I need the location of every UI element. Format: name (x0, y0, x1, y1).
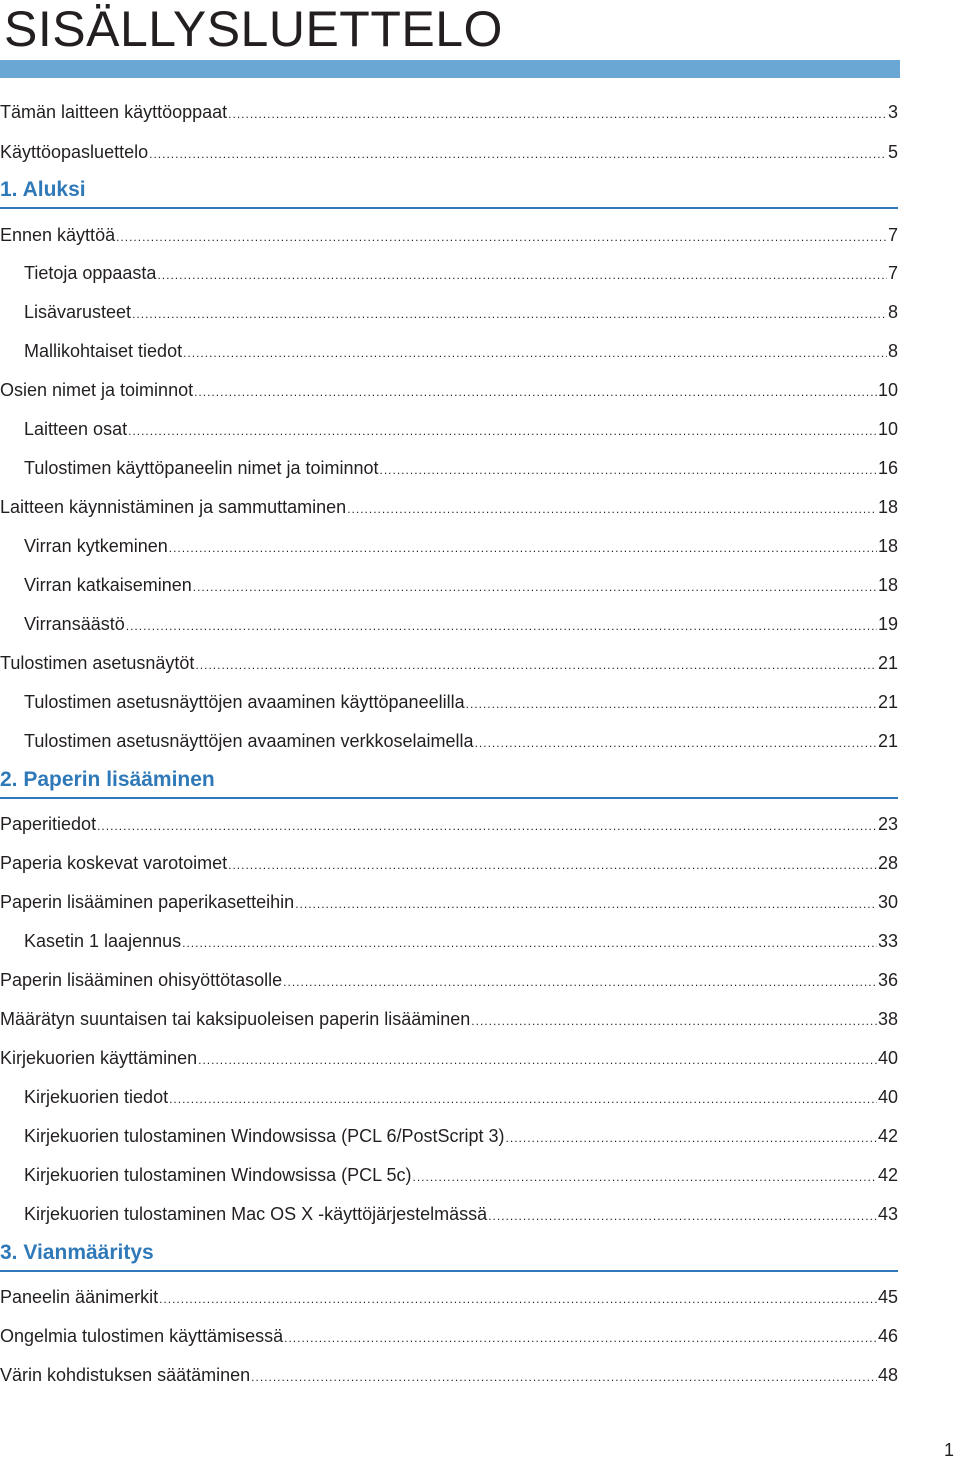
toc-entry-text: Laitteen osat (24, 419, 128, 439)
toc-entry[interactable] (0, 220, 898, 250)
toc-page-number: 46 (877, 1326, 898, 1346)
toc-page-number: 36 (877, 970, 898, 990)
toc-subentry[interactable] (24, 453, 898, 483)
toc-page-number: 23 (877, 814, 898, 834)
leader-dots (149, 139, 887, 169)
page-number: 1 (943, 1440, 954, 1460)
leader-dots (157, 260, 887, 290)
toc-entry[interactable] (0, 1043, 898, 1073)
toc-page-number: 10 (877, 380, 898, 400)
toc-entry-text: Tulostimen käyttöpaneelin nimet ja toiminnot (24, 458, 379, 478)
leader-dots (183, 338, 887, 368)
chapter-rule (0, 797, 898, 799)
toc-subentry[interactable] (24, 258, 898, 288)
leader-dots (198, 1045, 877, 1075)
toc-page-number: 21 (877, 731, 898, 751)
toc-entry-text: Paneelin äänimerkit (0, 1287, 159, 1307)
leader-dots (194, 377, 877, 407)
toc-subentry[interactable] (24, 1160, 898, 1190)
toc-subentry[interactable] (24, 531, 898, 561)
toc-entry[interactable] (0, 1004, 898, 1034)
toc-page-number: 33 (877, 931, 898, 951)
toc-page-number: 21 (877, 653, 898, 673)
leader-dots (116, 222, 887, 252)
toc-entry-text: Kirjekuorien tulostaminen Mac OS X -käyttöjärjestelmässä (24, 1204, 488, 1224)
toc-page-number: 8 (887, 341, 898, 361)
toc-page-number: 3 (887, 102, 898, 122)
toc-subentry[interactable] (24, 609, 898, 639)
leader-dots (475, 728, 877, 758)
toc-entry-text: Tulostimen asetusnäyttöjen avaaminen verkkoselaimella (24, 731, 474, 751)
toc-entry-text: Virran katkaiseminen (24, 575, 192, 595)
toc-subentry[interactable] (24, 1082, 898, 1112)
page-title: SISÄLLYSLUETTELO (4, 1, 503, 57)
toc-page-number: 19 (877, 614, 898, 634)
toc-subentry[interactable] (24, 336, 898, 366)
toc-entry-text: Käyttöopasluettelo (0, 142, 149, 162)
toc-page-number: 18 (877, 497, 898, 517)
toc-entry-text: Paperin lisääminen ohisyöttötasolle (0, 970, 283, 990)
toc-page-number: 5 (887, 142, 898, 162)
toc-page-number: 8 (887, 302, 898, 322)
toc-entry-text: Ennen käyttöä (0, 225, 116, 245)
toc-entry-text: Kasetin 1 laajennus (24, 931, 182, 951)
toc-page-number: 40 (877, 1048, 898, 1068)
leader-dots (380, 455, 877, 485)
leader-dots (193, 572, 877, 602)
leader-dots (159, 1284, 877, 1314)
toc-entry[interactable] (0, 1321, 898, 1351)
leader-dots (412, 1162, 876, 1192)
toc-page-number: 42 (877, 1165, 898, 1185)
toc-page-number: 45 (877, 1287, 898, 1307)
toc-entry[interactable] (0, 809, 898, 839)
leader-dots (488, 1201, 877, 1231)
toc-entry[interactable] (0, 1282, 898, 1312)
toc-subentry[interactable] (24, 414, 898, 444)
chapter-heading[interactable]: 1. Aluksi (0, 178, 86, 201)
leader-dots (128, 416, 877, 446)
leader-dots (284, 1323, 877, 1353)
toc-entry-text: Lisävarusteet (24, 302, 132, 322)
toc-subentry[interactable] (24, 1199, 898, 1229)
toc-entry[interactable] (0, 492, 898, 522)
leader-dots (169, 533, 877, 563)
toc-entry[interactable] (0, 887, 898, 917)
toc-entry[interactable] (0, 375, 898, 405)
leader-dots (283, 967, 877, 997)
leader-dots (471, 1006, 877, 1036)
toc-entry-text: Virran kytkeminen (24, 536, 168, 556)
chapter-rule (0, 1270, 898, 1272)
leader-dots (126, 611, 877, 641)
toc-entry-text: Ongelmia tulostimen käyttämisessä (0, 1326, 284, 1346)
toc-page-number: 28 (877, 853, 898, 873)
leader-dots (169, 1084, 877, 1114)
toc-entry-text: Paperitiedot (0, 814, 97, 834)
toc-entry-text: Tietoja oppaasta (24, 263, 157, 283)
toc-entry-text: Paperin lisääminen paperikasetteihin (0, 892, 295, 912)
leader-dots (97, 811, 877, 841)
toc-entry[interactable] (0, 137, 898, 167)
toc-entry-text: Virransäästö (24, 614, 125, 634)
toc-subentry[interactable] (24, 726, 898, 756)
toc-page-number: 43 (877, 1204, 898, 1224)
toc-entry-text: Osien nimet ja toiminnot (0, 380, 194, 400)
leader-dots (251, 1362, 877, 1392)
leader-dots (295, 889, 877, 919)
toc-entry[interactable] (0, 848, 898, 878)
toc-entry-text: Kirjekuorien tulostaminen Windowsissa (PCL 6/PostScript 3) (24, 1126, 505, 1146)
toc-page-number: 18 (877, 575, 898, 595)
toc-entry-text: Määrätyn suuntaisen tai kaksipuoleisen paperin lisääminen (0, 1009, 471, 1029)
leader-dots (228, 850, 877, 880)
leader-dots (132, 299, 887, 329)
toc-page-number: 40 (877, 1087, 898, 1107)
toc-subentry[interactable] (24, 297, 898, 327)
toc-entry-text: Kirjekuorien käyttäminen (0, 1048, 198, 1068)
toc-entry-text: Laitteen käynnistäminen ja sammuttaminen (0, 497, 347, 517)
toc-entry-text: Tulostimen asetusnäyttöjen avaaminen käyttöpaneelilla (24, 692, 465, 712)
toc-page-number: 10 (877, 419, 898, 439)
toc-entry-text: Paperia koskevat varotoimet (0, 853, 228, 873)
toc-subentry[interactable] (24, 1121, 898, 1151)
chapter-heading[interactable]: 2. Paperin lisääminen (0, 768, 215, 791)
toc-entry-text: Tämän laitteen käyttöoppaat (0, 102, 228, 122)
toc-entry[interactable] (0, 648, 898, 678)
toc-entry[interactable] (0, 97, 898, 127)
toc-page-number: 18 (877, 536, 898, 556)
toc-page-number: 7 (887, 263, 898, 283)
toc-page-number: 16 (877, 458, 898, 478)
toc-page-number: 38 (877, 1009, 898, 1029)
toc-page-number: 21 (877, 692, 898, 712)
chapter-heading[interactable]: 3. Vianmääritys (0, 1241, 154, 1264)
toc-entry-text: Mallikohtaiset tiedot (24, 341, 183, 361)
leader-dots (182, 928, 877, 958)
toc-entry[interactable] (0, 1360, 898, 1390)
leader-dots (466, 689, 877, 719)
toc-page-number: 7 (887, 225, 898, 245)
title-accent-bar (0, 60, 900, 78)
toc-subentry[interactable] (24, 687, 898, 717)
chapter-rule (0, 207, 898, 209)
toc-page-number: 30 (877, 892, 898, 912)
toc-entry-text: Kirjekuorien tiedot (24, 1087, 169, 1107)
toc-entry[interactable] (0, 965, 898, 995)
toc-subentry[interactable] (24, 570, 898, 600)
toc-entry-text: Tulostimen asetusnäytöt (0, 653, 195, 673)
leader-dots (228, 99, 887, 129)
toc-page-number: 48 (877, 1365, 898, 1385)
leader-dots (347, 494, 877, 524)
toc-entry-text: Värin kohdistuksen säätäminen (0, 1365, 251, 1385)
toc-entry-text: Kirjekuorien tulostaminen Windowsissa (PCL 5c) (24, 1165, 412, 1185)
toc-page-number: 42 (877, 1126, 898, 1146)
leader-dots (506, 1123, 877, 1153)
leader-dots (195, 650, 877, 680)
toc-subentry[interactable] (24, 926, 898, 956)
